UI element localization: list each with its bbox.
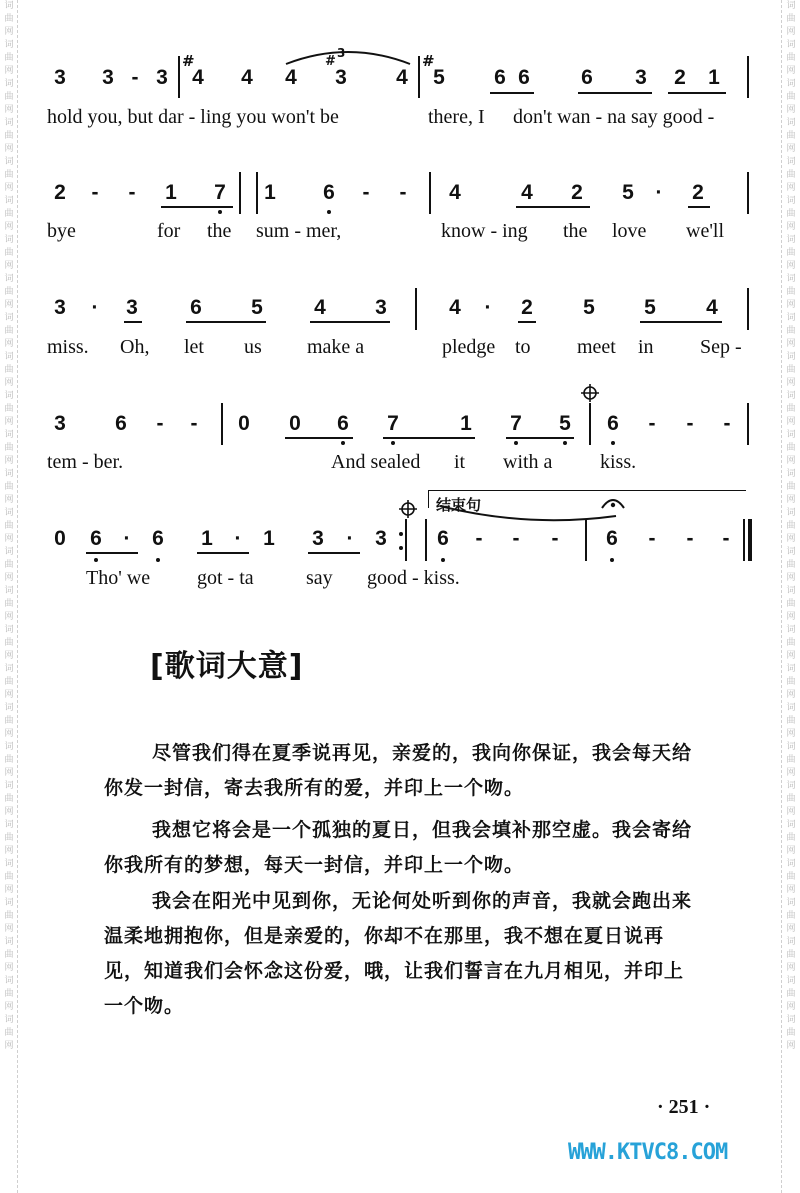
ending-bracket — [428, 490, 429, 508]
bar-line — [239, 172, 241, 214]
lyric: sum - mer, — [256, 220, 342, 242]
right-side-watermark: 词曲网词曲网词曲网词曲网词曲网词曲网词曲网词曲网词曲网词曲网词曲网词曲网词曲网词曲网词曲网词曲网词曲网词曲网词曲网词曲网词曲网词曲网词曲网词曲网词曲网词曲网词曲网 — [786, 1, 796, 1051]
underline — [383, 437, 475, 439]
octave-dot — [441, 558, 445, 562]
slur — [284, 46, 412, 66]
note: 6 — [190, 296, 202, 319]
bar-line — [747, 56, 749, 98]
lyric: with a — [503, 451, 553, 473]
octave-dot — [611, 441, 615, 445]
note: 4 — [314, 296, 326, 319]
note: 4 — [449, 181, 461, 204]
note: 4 — [285, 66, 297, 89]
sharp-sign: # — [325, 54, 336, 69]
final-bar-line — [748, 519, 752, 561]
bar-line — [585, 519, 587, 561]
note: 4 — [706, 296, 718, 319]
bar-line — [405, 519, 407, 561]
note: - — [475, 527, 483, 550]
note: - — [686, 527, 694, 550]
slur — [438, 502, 618, 522]
note: 3 — [312, 527, 324, 550]
bar-line — [589, 403, 591, 445]
note: - — [722, 527, 730, 550]
lyric: Oh, — [120, 336, 150, 358]
bar-line — [415, 288, 417, 330]
octave-dot — [341, 441, 345, 445]
coda-icon — [580, 383, 600, 403]
bar-line — [747, 403, 749, 445]
ending-bracket — [428, 490, 746, 491]
note: · — [346, 527, 354, 550]
note: · — [655, 181, 663, 204]
bar-line — [747, 172, 749, 214]
underline — [490, 92, 534, 94]
note: 5 — [433, 66, 445, 89]
note: 4 — [241, 66, 253, 89]
note: 7 — [214, 181, 226, 204]
bar-line — [178, 56, 180, 98]
note: - — [648, 412, 656, 435]
lyric: don't wan - na say good - — [513, 106, 715, 128]
underline — [124, 321, 142, 323]
underline — [197, 552, 249, 554]
lyric: tem - ber. — [47, 451, 124, 473]
octave-dot — [563, 441, 567, 445]
bar-line — [425, 519, 427, 561]
note: · — [484, 296, 492, 319]
note: 5 — [622, 181, 634, 204]
lyric: bye — [47, 220, 76, 242]
note: 3 — [335, 66, 347, 89]
lyric: let — [184, 336, 204, 358]
bar-line — [418, 56, 420, 98]
underline — [516, 206, 590, 208]
note: 2 — [674, 66, 686, 89]
lyric: good - kiss. — [367, 567, 460, 589]
note: 3 — [375, 527, 387, 550]
bar-line — [256, 172, 258, 214]
note: 1 — [263, 527, 275, 550]
sharp-sign: # — [422, 52, 435, 70]
bar-line — [429, 172, 431, 214]
underline — [518, 321, 536, 323]
lyric: for — [157, 220, 181, 242]
note: 6 — [606, 527, 618, 550]
note: 6 — [152, 527, 164, 550]
sharp-sign: # — [182, 52, 195, 70]
lyric: miss. — [47, 336, 89, 358]
site-watermark: WWW.KTVC8.COM — [568, 1140, 728, 1165]
lyric: in — [638, 336, 654, 358]
triplet-mark: 3 — [337, 46, 346, 60]
note: 2 — [521, 296, 533, 319]
note: 3 — [375, 296, 387, 319]
note: - — [399, 181, 407, 204]
octave-dot — [218, 210, 222, 214]
octave-dot — [156, 558, 160, 562]
note: 2 — [54, 181, 66, 204]
note: 3 — [102, 66, 114, 89]
lyric: to — [515, 336, 531, 358]
underline — [688, 206, 710, 208]
note: 0 — [289, 412, 301, 435]
note: 6 — [337, 412, 349, 435]
note: 5 — [644, 296, 656, 319]
underline — [578, 92, 652, 94]
underline — [86, 552, 138, 554]
note: · — [234, 527, 242, 550]
note: - — [190, 412, 198, 435]
note: - — [551, 527, 559, 550]
lyric: the — [207, 220, 232, 242]
lyric: Tho' we — [86, 567, 151, 589]
underline — [506, 437, 574, 439]
note: 4 — [192, 66, 204, 89]
lyric: got - ta — [197, 567, 254, 589]
note: 3 — [635, 66, 647, 89]
repeat-dot — [399, 532, 403, 536]
note: 1 — [460, 412, 472, 435]
note: 5 — [559, 412, 571, 435]
fermata-icon — [600, 494, 626, 510]
note: 6 — [518, 66, 530, 89]
note: - — [512, 527, 520, 550]
lyric: it — [454, 451, 466, 473]
note: - — [128, 181, 136, 204]
bar-line — [743, 519, 745, 561]
note: 7 — [387, 412, 399, 435]
lyric: the — [563, 220, 588, 242]
paragraph: 尽管我们得在夏季说再见，亲爱的，我向你保证，我会每天给你发一封信，寄去我所有的爱，并印上一个吻。 — [104, 742, 693, 799]
lyric: there, I — [428, 106, 485, 128]
underline — [668, 92, 726, 94]
lyric: make a — [307, 336, 365, 358]
octave-dot — [610, 558, 614, 562]
note: 3 — [126, 296, 138, 319]
lyric: Sep - — [700, 336, 742, 358]
note: 4 — [521, 181, 533, 204]
note: 2 — [571, 181, 583, 204]
lyric: meet — [577, 336, 616, 358]
note: 6 — [90, 527, 102, 550]
paragraph: 我想它将会是一个孤独的夏日，但我会填补那空虚。我会寄给你我所有的梦想，每天一封信，并印上一个吻。 — [104, 819, 693, 876]
note: 5 — [583, 296, 595, 319]
lyric: kiss. — [600, 451, 637, 473]
note: 5 — [251, 296, 263, 319]
underline — [308, 552, 360, 554]
lyric: us — [244, 336, 262, 358]
left-side-watermark: 词曲网词曲网词曲网词曲网词曲网词曲网词曲网词曲网词曲网词曲网词曲网词曲网词曲网词曲网词曲网词曲网词曲网词曲网词曲网词曲网词曲网词曲网词曲网词曲网词曲网词曲网词曲网 — [4, 1, 14, 1051]
note: - — [131, 66, 139, 89]
lyric: know - ing — [441, 220, 528, 242]
note: 6 — [607, 412, 619, 435]
underline — [640, 321, 722, 323]
note: 0 — [54, 527, 66, 550]
note: - — [648, 527, 656, 550]
note: 1 — [165, 181, 177, 204]
lyric: And sealed — [331, 451, 421, 473]
bar-line — [221, 403, 223, 445]
page-number: · 251 · — [657, 1096, 711, 1118]
lyric: pledge — [442, 336, 496, 358]
section-title: [歌词大意] — [150, 649, 304, 684]
underline — [310, 321, 390, 323]
note: 0 — [238, 412, 250, 435]
note: - — [686, 412, 694, 435]
coda-icon — [398, 499, 418, 519]
ending-label: 结束句 — [436, 496, 482, 514]
note: 3 — [54, 296, 66, 319]
lyric: hold you, but dar - ling you won't be — [47, 106, 339, 128]
octave-dot — [94, 558, 98, 562]
underline — [285, 437, 353, 439]
repeat-dot — [399, 546, 403, 550]
lyric: we'll — [686, 220, 725, 242]
paragraph: 我会在阳光中见到你，无论何处听到你的声音，我就会跑出来温柔地拥抱你，但是亲爱的，你却不在那里，我不想在夏日说再见，知道我们会怀念这份爱，哦，让我们誓言在九月相见，并印上一个吻。 — [104, 890, 693, 1017]
note: 1 — [201, 527, 213, 550]
lyric: say — [306, 567, 333, 589]
underline — [186, 321, 266, 323]
octave-dot — [327, 210, 331, 214]
note: - — [91, 181, 99, 204]
note: 6 — [494, 66, 506, 89]
note: 3 — [156, 66, 168, 89]
note: 6 — [581, 66, 593, 89]
note: 3 — [54, 66, 66, 89]
note: · — [123, 527, 131, 550]
note: - — [723, 412, 731, 435]
note: 6 — [437, 527, 449, 550]
octave-dot — [514, 441, 518, 445]
note: 1 — [264, 181, 276, 204]
note: 6 — [115, 412, 127, 435]
note: 1 — [708, 66, 720, 89]
note: 3 — [54, 412, 66, 435]
underline — [161, 206, 233, 208]
lyric: love — [612, 220, 647, 242]
note: 7 — [510, 412, 522, 435]
note: - — [156, 412, 164, 435]
note: 2 — [692, 181, 704, 204]
note: 6 — [323, 181, 335, 204]
bar-line — [747, 288, 749, 330]
octave-dot — [391, 441, 395, 445]
note: 4 — [449, 296, 461, 319]
note: 4 — [396, 66, 408, 89]
note: - — [362, 181, 370, 204]
note: · — [91, 296, 99, 319]
